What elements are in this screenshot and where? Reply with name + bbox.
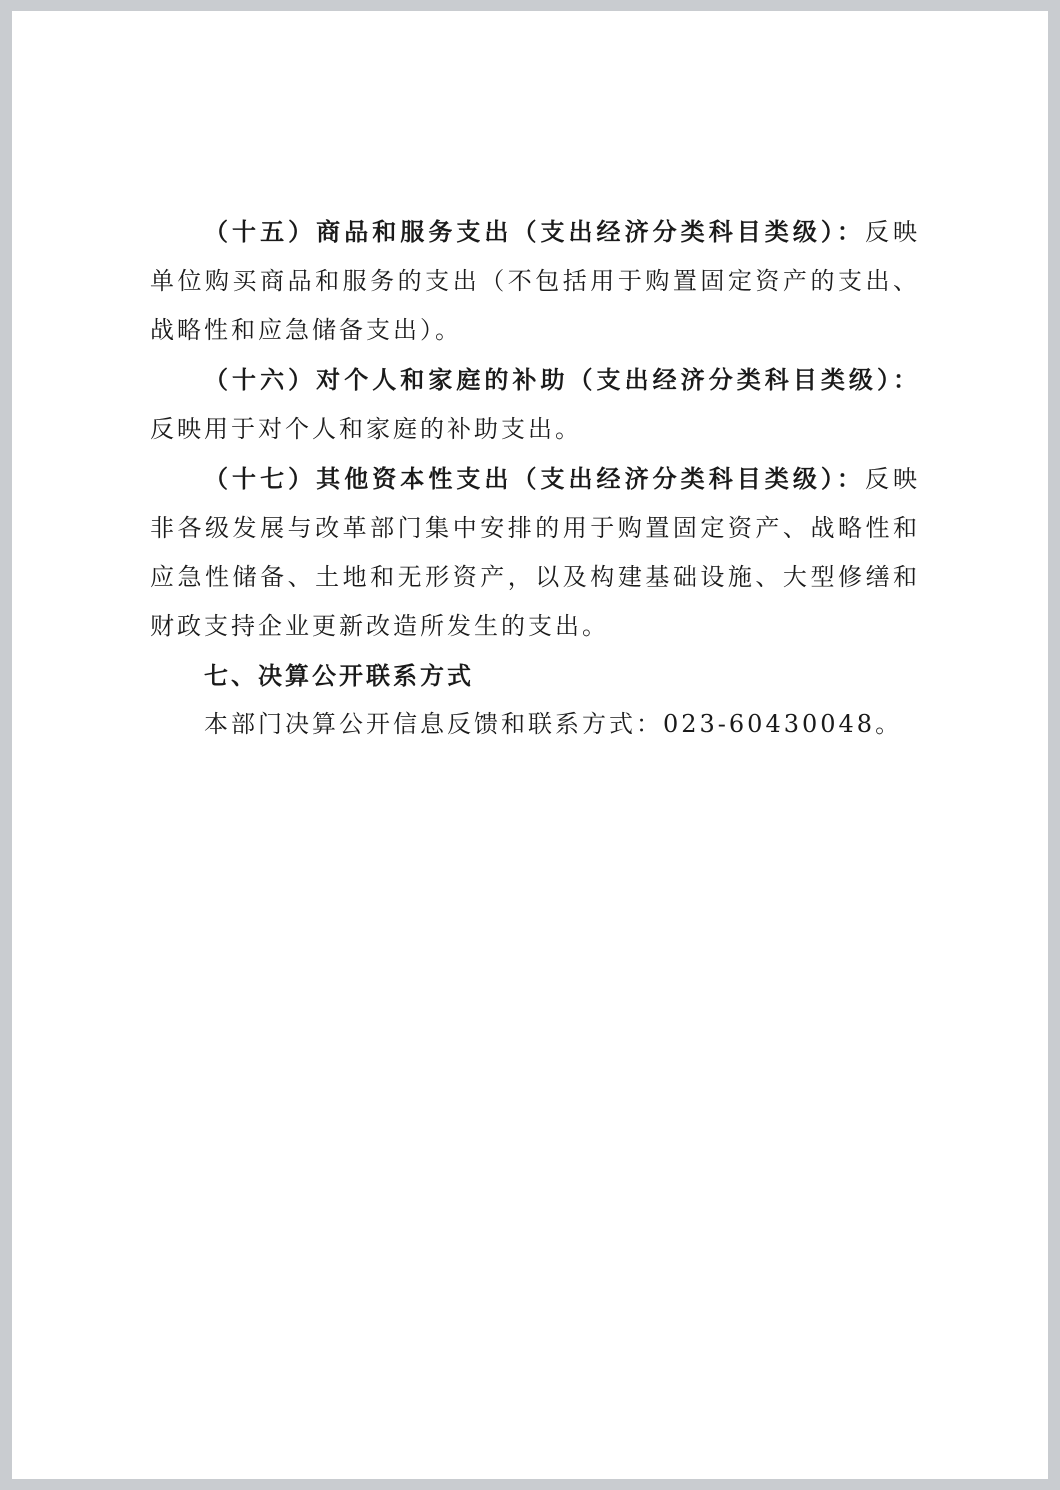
contact-paragraph: 本部门决算公开信息反馈和联系方式：023-60430048。 bbox=[204, 710, 903, 738]
paragraph-other-capital bbox=[150, 454, 920, 651]
paragraph-goods-services bbox=[150, 207, 920, 355]
paragraph-body: 反映单位购买商品和服务的支出（不包括用于购置固定资产的支出、战略性和应急储备支出）。 bbox=[150, 218, 921, 344]
paragraph-lead: （十六）对个人和家庭的补助（支出经济分类科目类级）： bbox=[204, 365, 920, 394]
paragraph-lead: （十五）商品和服务支出（支出经济分类科目类级）： bbox=[204, 217, 865, 246]
paragraph-lead: （十七）其他资本性支出（支出经济分类科目类级）： bbox=[204, 464, 865, 493]
paragraph-household-subsidy bbox=[150, 355, 920, 454]
document-body bbox=[150, 207, 920, 749]
paragraph-body: 反映用于对个人和家庭的补助支出。 bbox=[150, 415, 582, 443]
section-heading: 七、决算公开联系方式 bbox=[204, 661, 474, 690]
paragraph-body: 反映非各级发展与改革部门集中安排的用于购置固定资产、战略性和应急性储备、土地和无形资产，以及构建基础设施、大型修缮和财政支持企业更新改造所发生的支出。 bbox=[150, 465, 921, 640]
document-page bbox=[12, 11, 1048, 1479]
